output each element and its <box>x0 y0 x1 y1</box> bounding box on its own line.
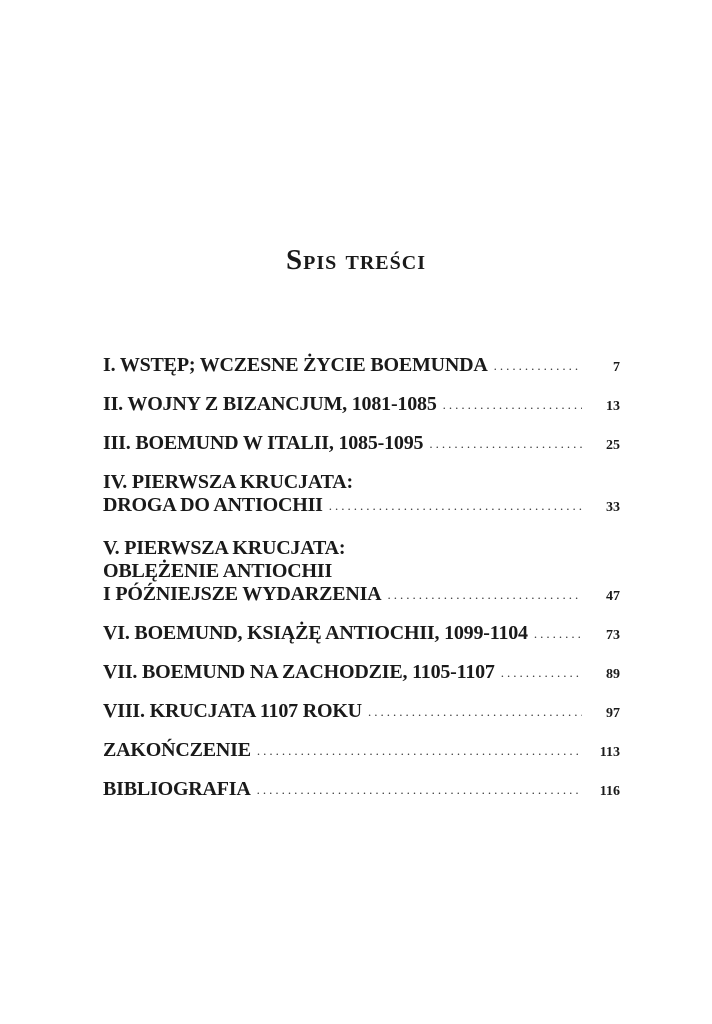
toc-page-number: 113 <box>599 745 620 760</box>
page-title: Spis treści <box>286 244 426 276</box>
dot-leader <box>443 397 582 413</box>
toc-entry-row <box>103 494 620 519</box>
toc-page-number: 89 <box>606 667 620 682</box>
toc-entry <box>103 471 620 519</box>
toc-entry-title: III. BOEMUND W ITALII, 1085-1095 <box>103 432 424 454</box>
toc-entry <box>103 537 620 608</box>
toc-entry-title-line: DROGA DO ANTIOCHII <box>103 494 323 516</box>
toc-page-number: 7 <box>613 360 620 375</box>
dot-leader <box>257 743 582 759</box>
toc-entry <box>103 778 620 803</box>
toc-entry-title-line: V. PIERWSZA KRUCJATA: <box>103 537 346 559</box>
toc-entry <box>103 393 620 418</box>
dot-leader <box>429 436 582 452</box>
toc-entry-row <box>103 432 620 457</box>
toc-entry-title: VIII. KRUCJATA 1107 ROKU <box>103 700 362 722</box>
toc-page-number: 97 <box>606 706 620 721</box>
dot-leader <box>387 587 582 603</box>
toc-entry-row <box>103 393 620 418</box>
toc-entry <box>103 700 620 725</box>
toc-entry-title: VII. BOEMUND NA ZACHODZIE, 1105-1107 <box>103 661 495 683</box>
toc-page-number: 25 <box>606 438 620 453</box>
toc-entry-row <box>103 739 620 764</box>
toc-entry-title-line: OBLĘŻENIE ANTIOCHII <box>103 560 333 582</box>
toc-entry <box>103 622 620 647</box>
toc-entry-row <box>103 354 620 379</box>
toc-entry-title-line: I PÓŹNIEJSZE WYDARZENIA <box>103 583 382 605</box>
toc-entry-title-line: IV. PIERWSZA KRUCJATA: <box>103 471 353 493</box>
toc-page-number: 116 <box>599 784 620 799</box>
toc-entry-title: II. WOJNY Z BIZANCJUM, 1081-1085 <box>103 393 437 415</box>
toc-entry-title: VI. BOEMUND, KSIĄŻĘ ANTIOCHII, 1099-1104 <box>103 622 528 644</box>
toc-entry-row <box>103 661 620 686</box>
toc-page-number: 33 <box>606 500 620 515</box>
toc-entry-row <box>103 622 620 647</box>
table-of-contents <box>103 354 620 803</box>
dot-leader <box>501 665 582 681</box>
dot-leader <box>329 498 582 514</box>
toc-page-number: 13 <box>606 399 620 414</box>
toc-entry-row <box>103 700 620 725</box>
toc-entry <box>103 661 620 686</box>
toc-entry <box>103 432 620 457</box>
dot-leader <box>257 782 582 798</box>
toc-page-number: 47 <box>606 589 620 604</box>
toc-entry <box>103 354 620 379</box>
toc-entry-row <box>103 583 620 608</box>
dot-leader <box>368 704 582 720</box>
dot-leader <box>534 626 582 642</box>
toc-entry-row <box>103 778 620 803</box>
toc-entry-title: ZAKOŃCZENIE <box>103 739 251 761</box>
toc-entry <box>103 739 620 764</box>
toc-page-number: 73 <box>606 628 620 643</box>
toc-entry-title: BIBLIOGRAFIA <box>103 778 251 800</box>
toc-entry-title: I. WSTĘP; WCZESNE ŻYCIE BOEMUNDA <box>103 354 488 376</box>
dot-leader <box>494 358 582 374</box>
